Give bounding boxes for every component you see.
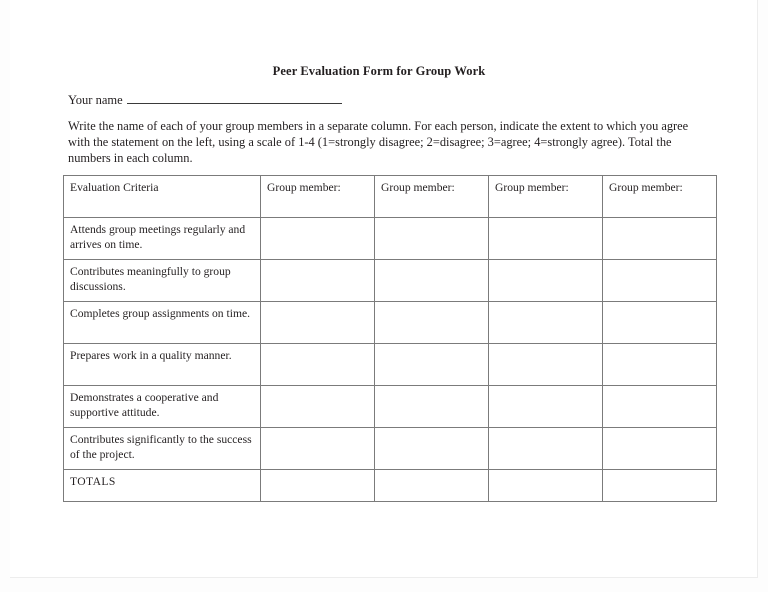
rating-cell[interactable]	[261, 386, 375, 428]
rating-cell[interactable]	[489, 260, 603, 302]
rating-cell[interactable]	[603, 218, 717, 260]
rating-cell[interactable]	[375, 260, 489, 302]
rating-cell[interactable]	[261, 260, 375, 302]
table-header	[64, 176, 717, 218]
criterion-label: Contributes meaningfully to group discussions.	[64, 260, 261, 302]
peer-evaluation-table	[63, 175, 717, 502]
rating-cell[interactable]	[489, 218, 603, 260]
rating-cell[interactable]	[261, 302, 375, 344]
column-header-criteria: Evaluation Criteria	[64, 176, 261, 218]
criterion-label: Attends group meetings regularly and arrives on time.	[64, 218, 261, 260]
rating-cell[interactable]	[603, 386, 717, 428]
totals-label: TOTALS	[64, 470, 261, 502]
rating-cell[interactable]	[375, 344, 489, 386]
total-cell[interactable]	[375, 470, 489, 502]
table-row	[64, 260, 717, 302]
rating-cell[interactable]	[261, 218, 375, 260]
totals-row	[64, 470, 717, 502]
total-cell[interactable]	[261, 470, 375, 502]
rating-cell[interactable]	[375, 428, 489, 470]
rating-cell[interactable]	[603, 302, 717, 344]
rating-cell[interactable]	[489, 428, 603, 470]
your-name-input[interactable]	[127, 92, 342, 104]
table-header-row	[64, 176, 717, 218]
column-header-group-member-3: Group member:	[489, 176, 603, 218]
criterion-label: Prepares work in a quality manner.	[64, 344, 261, 386]
table-row	[64, 344, 717, 386]
rating-cell[interactable]	[261, 344, 375, 386]
column-header-group-member-4: Group member:	[603, 176, 717, 218]
rating-cell[interactable]	[603, 428, 717, 470]
rating-cell[interactable]	[375, 218, 489, 260]
total-cell[interactable]	[489, 470, 603, 502]
table-row	[64, 386, 717, 428]
total-cell[interactable]	[603, 470, 717, 502]
rating-cell[interactable]	[489, 386, 603, 428]
rating-cell[interactable]	[603, 344, 717, 386]
column-header-group-member-1: Group member:	[261, 176, 375, 218]
your-name-label: Your name	[68, 93, 123, 107]
rating-cell[interactable]	[261, 428, 375, 470]
rating-cell[interactable]	[375, 302, 489, 344]
rating-cell[interactable]	[489, 344, 603, 386]
rating-cell[interactable]	[489, 302, 603, 344]
instructions-paragraph: Write the name of each of your group members in a separate column. For each person, indicate the extent to which you agree with the statement on the left, using a scale of 1-4 (1=strongly disagree; 2=disagree; 3=agree; 4=strongly agree). Total the numbers in each column.	[68, 119, 689, 166]
table-body	[64, 218, 717, 502]
table-row	[64, 428, 717, 470]
your-name-field-row	[68, 92, 342, 108]
criterion-label: Completes group assignments on time.	[64, 302, 261, 344]
table-row	[64, 218, 717, 260]
criterion-label: Contributes significantly to the success of the project.	[64, 428, 261, 470]
page-title: Peer Evaluation Form for Group Work	[272, 64, 486, 78]
document-page	[10, 0, 758, 578]
rating-cell[interactable]	[375, 386, 489, 428]
criterion-label: Demonstrates a cooperative and supportive attitude.	[64, 386, 261, 428]
table-row	[64, 302, 717, 344]
rating-cell[interactable]	[603, 260, 717, 302]
column-header-group-member-2: Group member:	[375, 176, 489, 218]
